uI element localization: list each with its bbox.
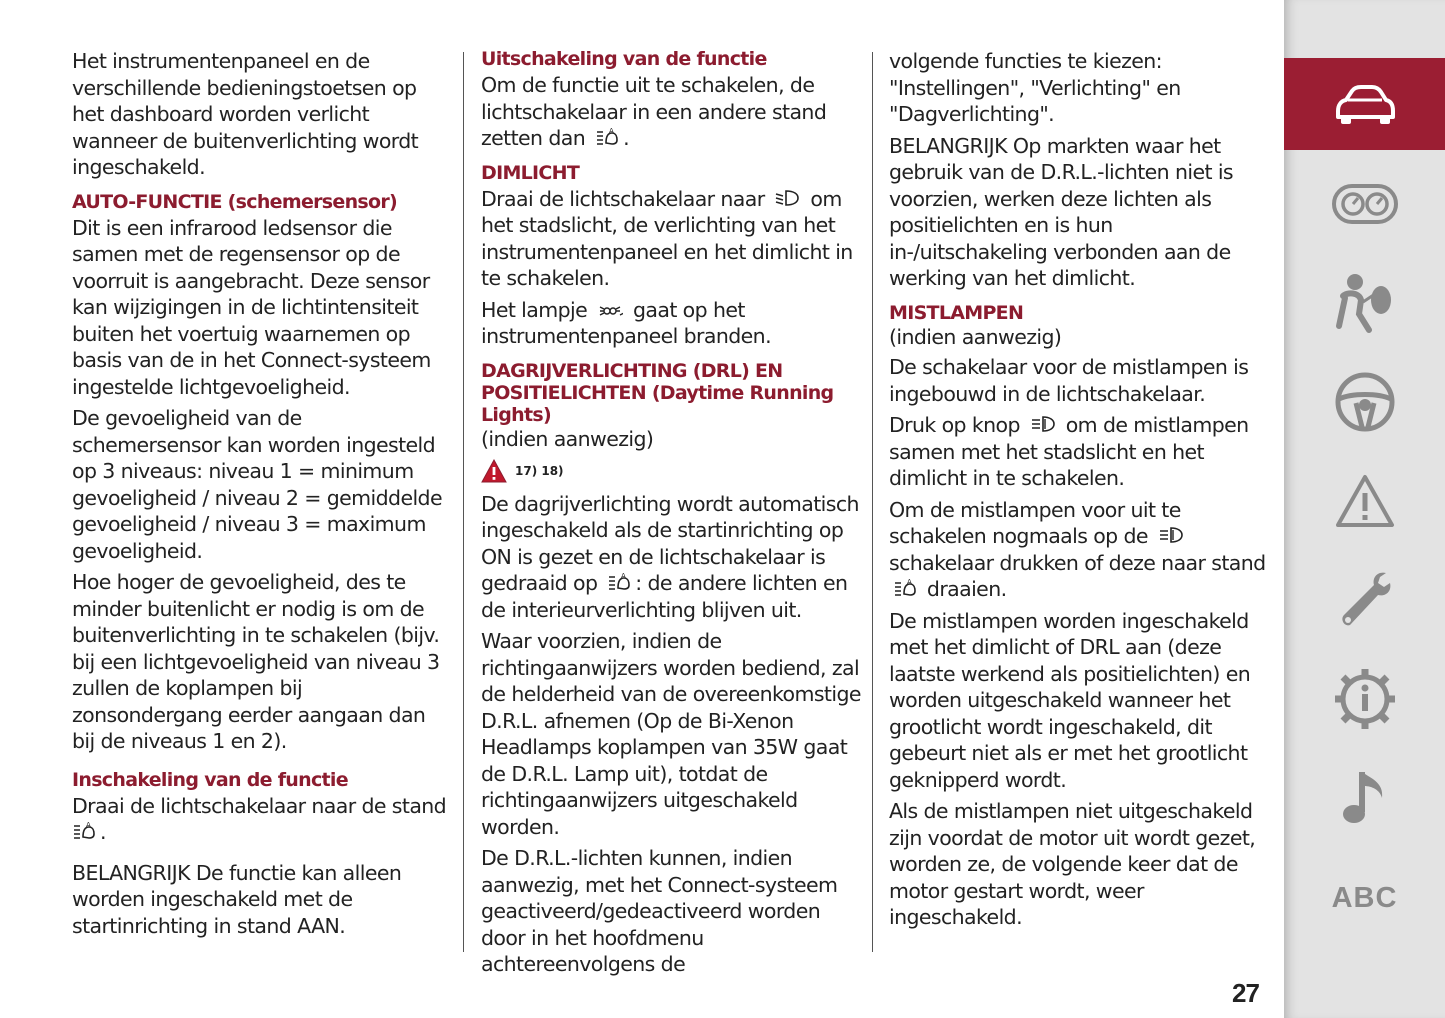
paragraph [481,72,865,152]
text: : de andere lichten en de interieurverlichting blijven uit. [481,571,848,622]
heading-fog-lights: MISTLAMPEN [889,301,1024,324]
paragraph: Dit is een infrarood ledsensor die samen met de regensensor op de voorruit is aangebracht. Deze sensor kan wijzigingen in de lichtintensiteit buiten het voertuig waarnemen op basis van de in het Connect-systeem ingestelde lichtgevoeligheid. [72,215,431,399]
text: . [623,126,629,150]
auto-light-symbol-icon [595,127,619,147]
paragraph [481,297,865,350]
tab-emergency[interactable] [1284,455,1445,547]
paragraph: De schakelaar voor de mistlampen is ingebouwd in de lichtschakelaar. [889,355,1249,406]
dashboard-gauges-icon [1331,182,1399,226]
warning-danger-icon [481,459,507,483]
fog-light-symbol-icon [1030,414,1056,434]
heading-drl: DAGRIJVERLICHTING (DRL) EN POSITIELICHTEN (Daytime Running Lights) [481,359,834,426]
text: . [100,820,106,844]
heading-auto-function: AUTO-FUNCTIE (schemersensor) [72,190,398,213]
paragraph: volgende functies te kiezen: "Instellingen", "Verlichting" en "Dagverlichting". [889,49,1181,126]
tab-maintenance[interactable] [1284,554,1445,646]
text: gaat op het instrumentenpaneel branden. [481,297,771,348]
svg-text:A: A [621,572,626,580]
text: Draai de lichtschakelaar naar de stand [72,793,447,818]
paragraph [889,497,1269,603]
paragraph: Hoe hoger de gevoeligheid, des te minder buitenlicht er nodig is om de buitenverlichting in te schakelen (bijv. bij een lichtgevoeligheid van niveau 3 zullen de koplampen bij zonsondergang eerder aangaan dan bij de niveaus 1 en 2). [72,570,440,753]
text: Druk op knop [889,413,1020,437]
text: draaien. [926,577,1007,601]
paragraph [481,186,865,292]
column-divider [463,52,464,952]
heading-deactivation: Uitschakeling van de functie [481,48,767,70]
paragraph: De D.R.L.-lichten kunnen, indien aanwezig, met het Connect-systeem geactiveerd/gedeactiveerd worden door in het hoofdmenu achtereenvolgens de [481,846,838,976]
tab-technical-data[interactable] [1284,653,1445,745]
steering-wheel-icon [1334,371,1396,433]
subheading: (indien aanwezig) [889,324,1062,349]
column-3 [889,48,1269,936]
fog-light-symbol-icon [1158,525,1184,545]
paragraph [481,491,865,624]
warning-triangle-icon [1334,473,1396,529]
auto-light-symbol-icon [72,821,96,841]
subheading: (indien aanwezig) [481,426,654,451]
dipped-beam-symbol-icon [774,188,800,208]
tab-dashboard[interactable] [1284,158,1445,250]
paragraph [889,412,1269,492]
tab-safety[interactable] [1284,257,1445,349]
text: Om de functie uit te schakelen, de lichtschakelaar in een andere stand zetten dan [481,73,827,150]
svg-text:A: A [609,127,614,135]
tab-driving[interactable] [1284,356,1445,448]
text: schakelaar drukken of deze naar stand [889,550,1266,575]
column-1 [72,48,452,944]
gear-info-icon [1333,667,1397,731]
warning-refs: 17) 18) [515,464,564,478]
music-note-icon [1340,768,1390,828]
text: om het stadslicht, de verlichting van het instrumentenpaneel en het dimlicht in te schakelen. [481,186,853,290]
chapter-sidebar [1284,0,1445,1018]
text: De dagrijverlichting wordt automatisch ingeschakeld als de startinrichting op ON is gezet en de lichtschakelaar is gedraaid op [481,491,859,595]
text: om de mistlampen samen met het stadslicht en het dimlicht in te schakelen. [889,413,1249,490]
auto-light-symbol-icon [893,578,917,598]
paragraph: BELANGRIJK Op markten waar het gebruik van de D.R.L.-lichten niet is voorzien, werken deze lichten als positielichten en is hun in-/uitschakeling verbonden aan de werking van het dimlicht. [889,133,1233,290]
paragraph: De mistlampen worden ingeschakeld met het dimlicht of DRL aan (deze laatste werkend als positielichten) en worden uitgeschakeld wanneer het grootlicht wordt ingeschakeld, dit gebeurt niet als er met het grootlicht geknipperd wordt. [889,608,1251,792]
tab-index[interactable] [1284,852,1445,944]
warning-reference [481,458,865,485]
paragraph: Waar voorzien, indien de richtingaanwijzers worden bediend, zal de helderheid van de overeenkomstige D.R.L. afnemen (Op de Bi-Xenon Headlamps koplampen van 35W gaat de D.R.L. Lamp uit), totdat de richtingaanwijzers uitgeschakeld worden. [481,629,861,839]
svg-text:A: A [86,821,91,829]
car-icon [1332,81,1398,127]
text: Om de mistlampen voor uit te schakelen nogmaals op de [889,497,1181,548]
column-2 [481,48,865,983]
auto-light-symbol-icon [607,572,631,592]
text: Draai de lichtschakelaar naar [481,186,765,211]
airbag-seat-icon [1333,272,1397,334]
svg-text:A: A [907,578,912,586]
column-divider [872,52,873,952]
text: Het lampje [481,297,588,322]
paragraph: BELANGRIJK De functie kan alleen worden ingeschakeld met de startinrichting in stand AAN. [72,860,402,938]
paragraph: De gevoeligheid van de schemersensor kan worden ingesteld op 3 niveaus: niveau 1 = minimum gevoeligheid / niveau 2 = gemiddelde gevoeligheid / niveau 3 = maximum gevoeligheid. [72,406,442,563]
paragraph: Als de mistlampen niet uitgeschakeld zijn voordat de motor uit wordt gezet, worden ze, de volgende keer dat de motor gestart wordt, weer ingeschakeld. [889,799,1256,929]
tab-multimedia[interactable] [1284,752,1445,844]
paragraph: Het instrumentenpaneel en de verschillende bedieningstoetsen op het dashboard worden verlicht wanneer de buitenverlichting wordt ingeschakeld. [72,49,419,179]
position-lights-symbol-icon [597,303,623,319]
paragraph [72,793,452,846]
index-label: ABC [1331,881,1398,914]
heading-activation: Inschakeling van de functie [72,768,348,791]
wrench-icon [1334,567,1396,633]
heading-dipped-beam: DIMLICHT [481,161,580,184]
tab-car[interactable] [1284,58,1445,150]
page-number: 27 [1232,978,1259,1008]
